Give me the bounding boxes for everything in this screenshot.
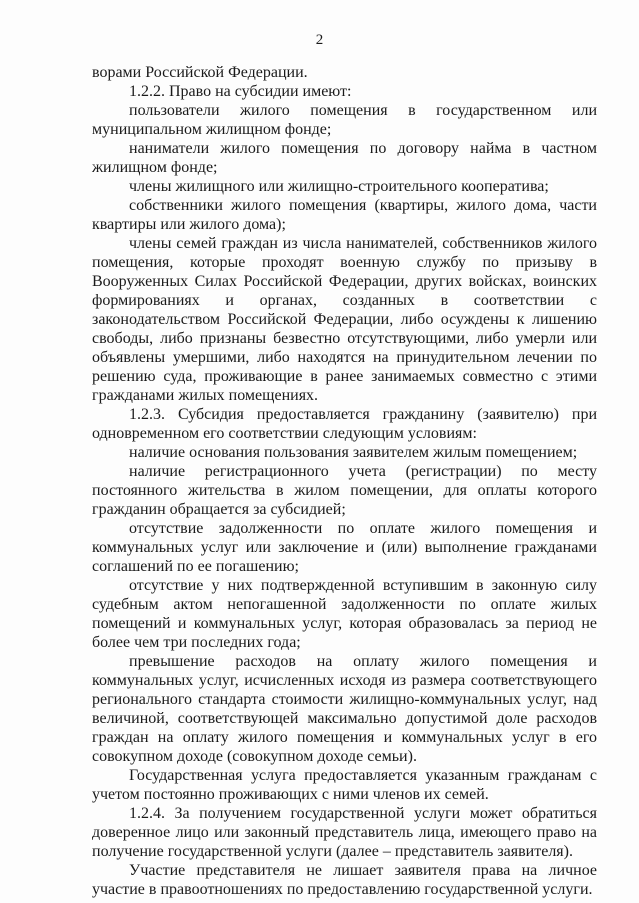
paragraph: ворами Российской Федерации. xyxy=(92,64,308,81)
paragraph: пользователи жилого помещения в государственном или муниципальном жилищном фонде; xyxy=(92,102,597,138)
paragraph: члены семей граждан из числа нанимателей, собственников жилого помещения, которые проходят военную службу по призыву в Вооруженных Силах Российской Федерации, других войсках, воинских формированиях и органах, созданных в соответствии с законодательством Российской Федерации, либо осуждены к лишению свободы, либо признаны безвестно отсутствующими, либо умерли или объявлены умершими, либо находятся на принудительном лечении по решению суда, проживающие в ранее занимаемых совместно с этими гражданами жилых помещениях. xyxy=(92,235,597,404)
paragraph: Участие представителя не лишает заявителя права на личное участие в правоотношениях по предоставлению государственной услуги. xyxy=(92,862,597,898)
paragraph: отсутствие задолженности по оплате жилого помещения и коммунальных услуг или заключение и (или) выполнение гражданами соглашений по ее погашению; xyxy=(92,520,597,575)
page-number: 2 xyxy=(315,32,324,48)
paragraph: наниматели жилого помещения по договору найма в частном жилищном фонде; xyxy=(92,140,597,176)
paragraph: собственники жилого помещения (квартиры, жилого дома, части квартиры или жилого дома); xyxy=(92,197,597,233)
paragraph: отсутствие у них подтвержденной вступившим в законную силу судебным актом непогашенной задолженности по оплате жилых помещений и коммунальных услуг, которая образовалась за период не более чем три последних года; xyxy=(92,577,597,651)
document-body xyxy=(92,63,597,899)
section-heading-1-2-3: 1.2.3. Субсидия предоставляется гражданину (заявителю) при одновременном его соответствии следующим условиям: xyxy=(92,406,597,442)
section-heading-1-2-4: 1.2.4. За получением государственной услуги может обратиться доверенное лицо или законный представитель лица, имеющего право на получение государственной услуги (далее – представитель заявителя). xyxy=(92,805,597,860)
section-heading-1-2-2: 1.2.2. Право на субсидии имеют: xyxy=(129,83,352,100)
paragraph: Государственная услуга предоставляется указанным гражданам с учетом постоянно проживающих с ними членов их семей. xyxy=(92,767,597,803)
paragraph: наличие регистрационного учета (регистрации) по месту постоянного жительства в жилом помещении, для оплаты которого гражданин обращается за субсидией; xyxy=(92,463,597,518)
paragraph: наличие основания пользования заявителем жилым помещением; xyxy=(129,444,578,461)
paragraph: члены жилищного или жилищно-строительного кооператива; xyxy=(129,178,549,195)
paragraph: превышение расходов на оплату жилого помещения и коммунальных услуг, исчисленных исходя из размера соответствующего регионального стандарта стоимости жилищно-коммунальных услуг, над величиной, соответствующей максимально допустимой доле расходов граждан на оплату жилого помещения и коммунальных услуг в его совокупном доходе (совокупном доходе семьи). xyxy=(92,653,597,765)
